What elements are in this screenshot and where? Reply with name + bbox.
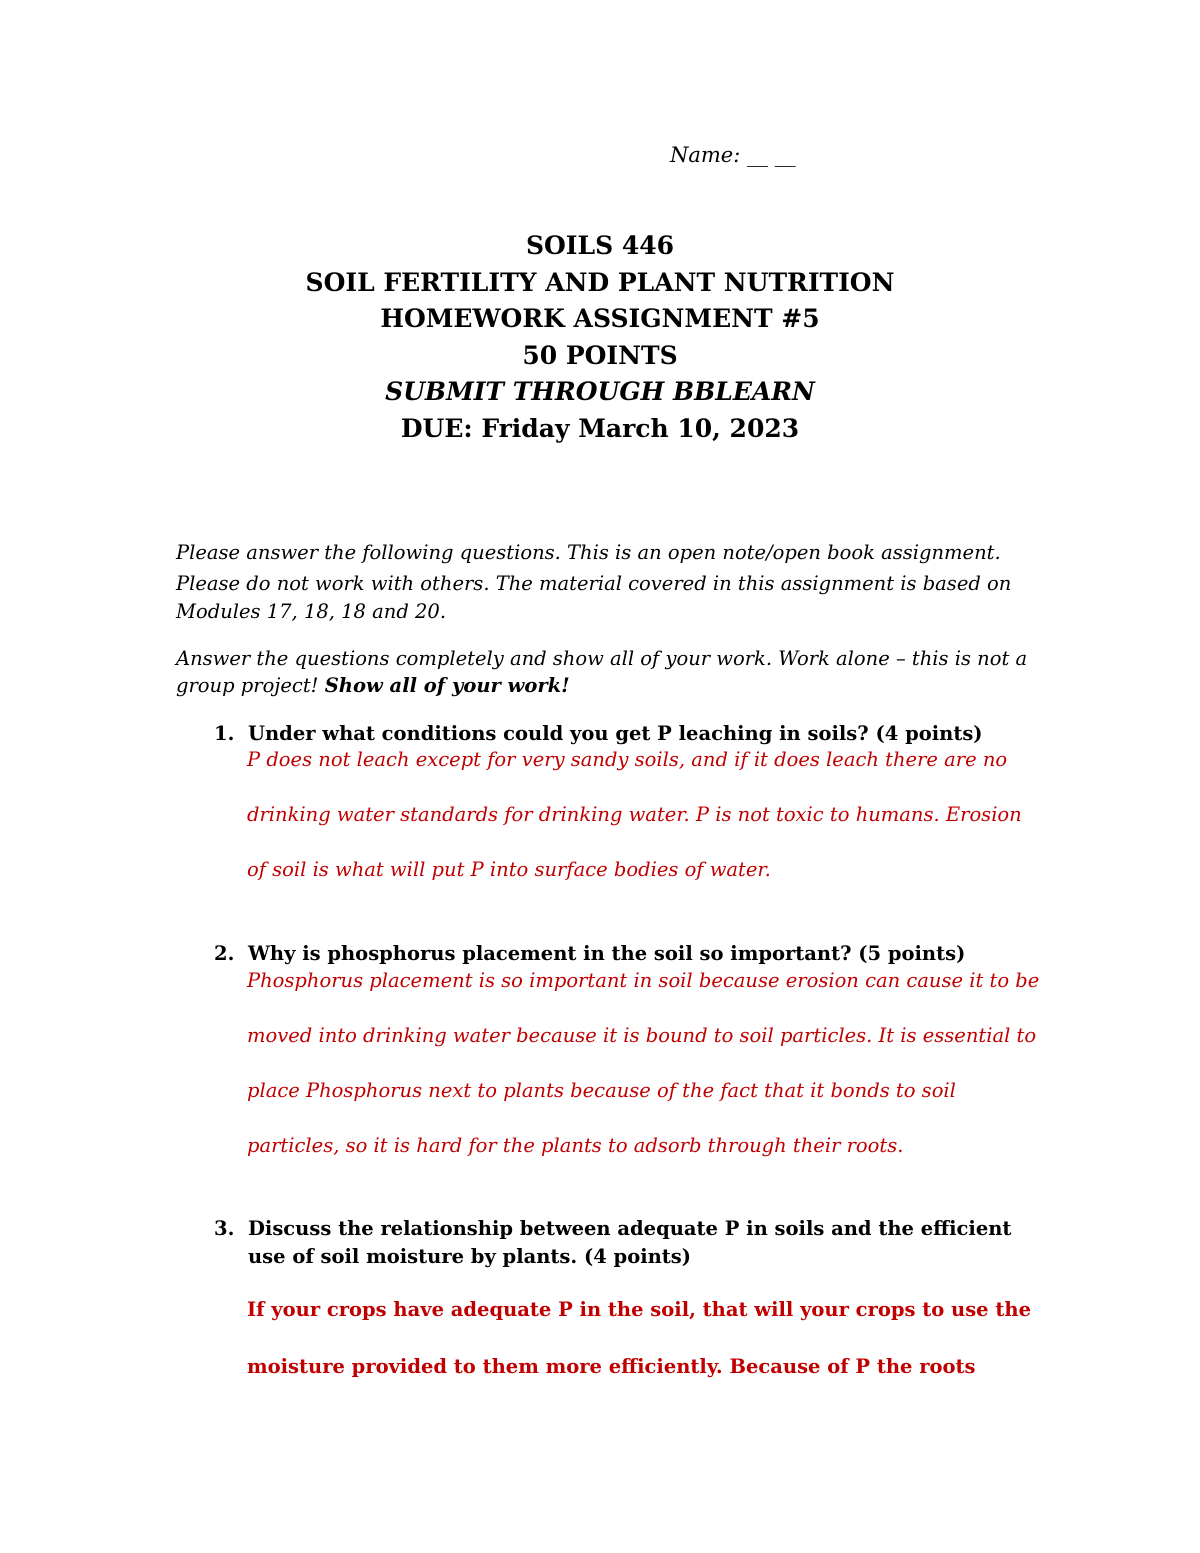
instructions-line: [176, 674, 570, 697]
question-number: 2.: [214, 942, 235, 965]
question-number: 3.: [214, 1217, 235, 1240]
question-text: Why is phosphorus placement in the soil so important? (5 points): [248, 942, 966, 965]
answer-line: moisture provided to them more efficiently. Because of P the roots: [247, 1355, 976, 1378]
question-text: Discuss the relationship between adequate P in soils and the efficient: [248, 1217, 1012, 1240]
answer-line: If your crops have adequate P in the soil, that will your crops to use the: [247, 1298, 1031, 1321]
course-name: SOIL FERTILITY AND PLANT NUTRITION: [305, 267, 895, 297]
question-number: 1.: [214, 722, 235, 745]
answer-line: Phosphorus placement is so important in soil because erosion can cause it to be: [247, 969, 1040, 992]
instructions-text: group project!: [176, 674, 325, 697]
due-date: DUE: Friday March 10, 2023: [400, 413, 800, 443]
assignment-title: HOMEWORK ASSIGNMENT #5: [380, 304, 820, 333]
instructions-line: Modules 17, 18, 18 and 20.: [176, 600, 447, 623]
answer-line: particles, so it is hard for the plants to adsorb through their roots.: [247, 1134, 904, 1157]
answer-line: P does not leach except for very sandy soils, and if it does leach there are no: [247, 748, 1008, 771]
submission-instruction: SUBMIT THROUGH BBLEARN: [385, 377, 815, 406]
instructions-emphasis: Show all of your work!: [324, 674, 570, 697]
course-code: SOILS 446: [525, 231, 675, 260]
instructions-line: Please answer the following questions. This is an open note/open book assignment.: [176, 541, 1001, 564]
answer-line: of soil is what will put P into surface bodies of water.: [247, 858, 771, 881]
answer-line: drinking water standards for drinking water. P is not toxic to humans. Erosion: [247, 803, 1022, 826]
question-text: use of soil moisture by plants. (4 points): [248, 1245, 691, 1268]
points-total: 50 POINTS: [522, 340, 678, 370]
instructions-line: Answer the questions completely and show all of your work. Work alone – this is not a: [176, 647, 1028, 670]
question-text: Under what conditions could you get P leaching in soils? (4 points): [248, 722, 983, 745]
instructions-line: Please do not work with others. The material covered in this assignment is based on: [176, 572, 1012, 595]
answer-line: moved into drinking water because it is bound to soil particles. It is essential to: [247, 1024, 1037, 1047]
name-field-label: Name: __ __: [670, 143, 796, 167]
title-block: [0, 228, 1200, 447]
answer-line: place Phosphorus next to plants because of the fact that it bonds to soil: [247, 1079, 956, 1102]
